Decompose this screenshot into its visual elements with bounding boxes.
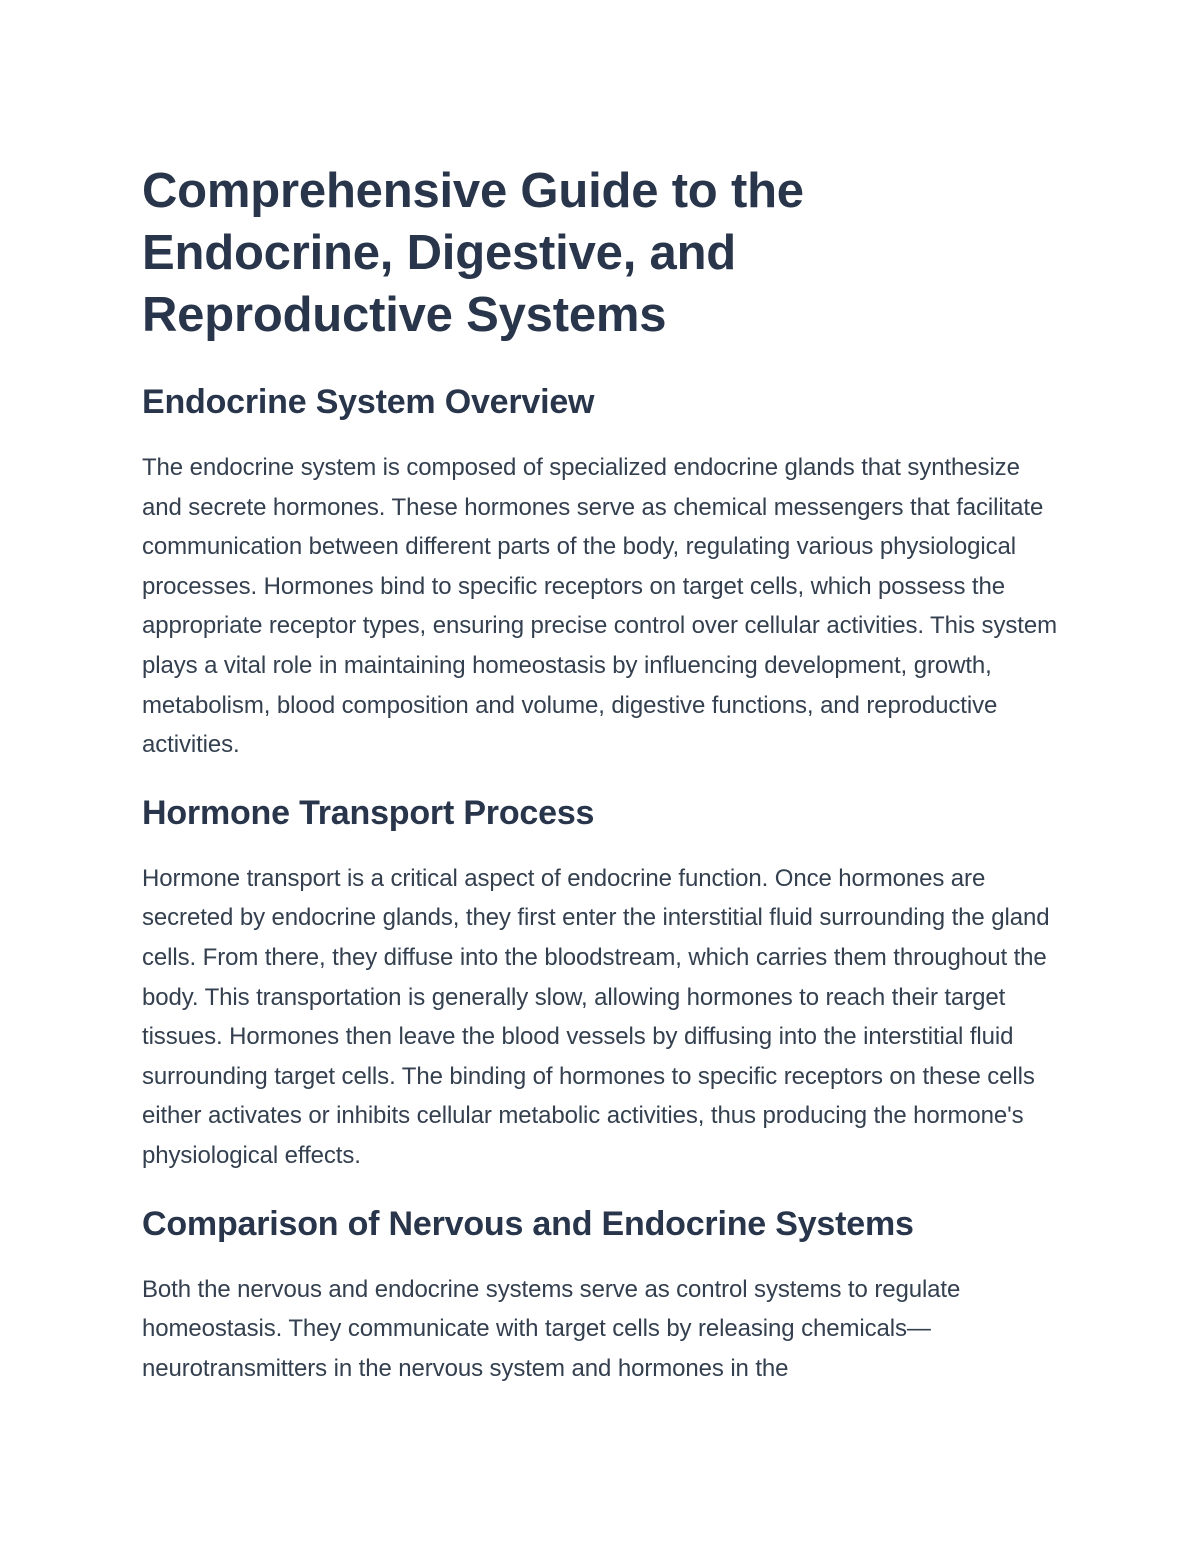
- document-page: [142, 160, 1060, 1388]
- section-body-endocrine-overview: The endocrine system is composed of specialized endocrine glands that synthesize and secrete hormones. These hormones serve as chemical messengers that facilitate communication between different parts of the body, regulating various physiological processes. Hormones bind to specific receptors on target cells, which possess the appropriate receptor types, ensuring precise control over cellular activities. This system plays a vital role in maintaining homeostasis by influencing development, growth, metabolism, blood composition and volume, digestive functions, and reproductive activities.: [142, 454, 1057, 759]
- section-heading-comparison: Comparison of Nervous and Endocrine Systems: [142, 1204, 914, 1243]
- section-heading-endocrine-overview: Endocrine System Overview: [142, 383, 595, 421]
- section-body-hormone-transport: Hormone transport is a critical aspect of endocrine function. Once hormones are secreted by endocrine glands, they first enter the interstitial fluid surrounding the gland cells. From there, they diffuse into the bloodstream, which carries them throughout the body. This transportation is generally slow, allowing hormones to reach their target tissues. Hormones then leave the blood vessels by diffusing into the interstitial fluid surrounding target cells. The binding of hormones to specific receptors on these cells either activates or inhibits cellular metabolic activities, thus producing the hormone's physiological effects.: [142, 864, 1050, 1169]
- document-title: Comprehensive Guide to the Endocrine, Digestive, and Reproductive Systems: [142, 164, 804, 342]
- section-heading-hormone-transport: Hormone Transport Process: [142, 793, 595, 832]
- section-body-comparison: Both the nervous and endocrine systems serve as control systems to regulate homeostasis. They communicate with target cells by releasing chemicals—neurotransmitters in the nervous system and hormones in the: [142, 1275, 961, 1382]
